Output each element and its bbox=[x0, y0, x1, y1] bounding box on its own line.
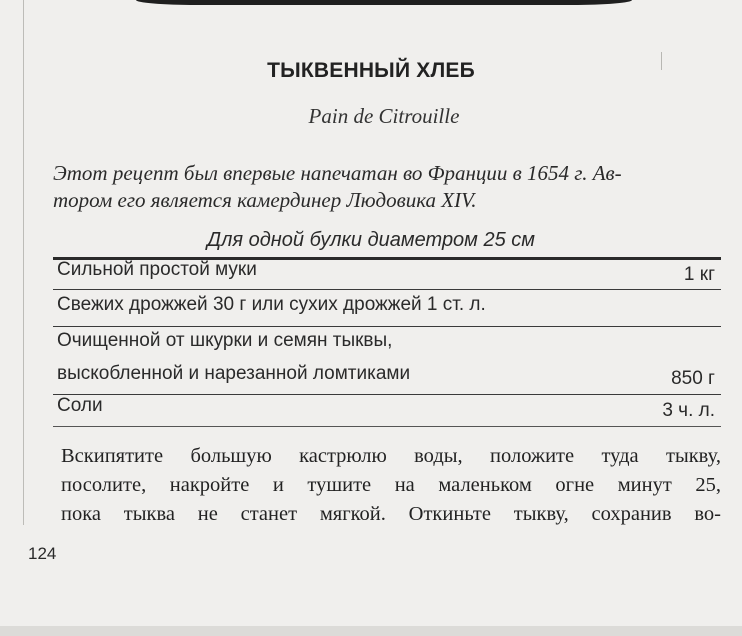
method-line: посолите, накройте и тушите на маленьком огне минут 25, bbox=[61, 474, 721, 496]
ingredient-amount: 850 г bbox=[671, 368, 715, 389]
ingredient-row bbox=[53, 290, 721, 327]
intro-line: Этот рецепт был впервые напечатан во Франции в 1654 г. Ав- bbox=[53, 161, 622, 185]
ingredient-amount: 3 ч. л. bbox=[662, 400, 715, 421]
ingredient-name-line: выскобленной и нарезанной ломтиками bbox=[57, 363, 411, 384]
ingredient-amount: 1 кг bbox=[683, 264, 715, 285]
recipe-intro bbox=[53, 160, 721, 214]
ingredient-row bbox=[53, 327, 721, 395]
ingredient-name-line: Свежих дрожжей 30 г или сухих дрожжей 1 ст. л. bbox=[57, 294, 486, 315]
recipe-title: ТЫКВЕННЫЙ ХЛЕБ bbox=[267, 59, 475, 82]
ingredient-name-line: Сильной простой муки bbox=[57, 259, 257, 280]
ingredient-name-line: Соли bbox=[57, 395, 103, 416]
ingredient-name bbox=[57, 324, 410, 390]
top-decorative-bar bbox=[136, 0, 632, 5]
ingredient-name bbox=[57, 253, 257, 286]
ingredient-name-line: Очищенной от шкурки и семян тыквы, bbox=[57, 330, 393, 351]
page-bottom-edge bbox=[0, 626, 742, 636]
ingredients-table bbox=[53, 257, 721, 427]
method-line: Вскипятите большую кастрюлю воды, положите туда тыкву, bbox=[61, 445, 721, 467]
method-line: пока тыква не станет мягкой. Откиньте тыкву, сохранив во- bbox=[61, 503, 721, 525]
ingredient-name bbox=[57, 288, 486, 321]
ingredient-row bbox=[53, 260, 721, 290]
ingredients-heading: Для одной булки диаметром 25 см bbox=[207, 229, 535, 251]
recipe-method bbox=[61, 442, 721, 529]
ingredient-row bbox=[53, 395, 721, 427]
recipe-subtitle: Pain de Citrouille bbox=[308, 104, 460, 128]
intro-line: тором его является камердинер Людовика XIV. bbox=[53, 188, 477, 212]
page-number: 124 bbox=[28, 544, 57, 563]
ingredient-name bbox=[57, 389, 103, 422]
